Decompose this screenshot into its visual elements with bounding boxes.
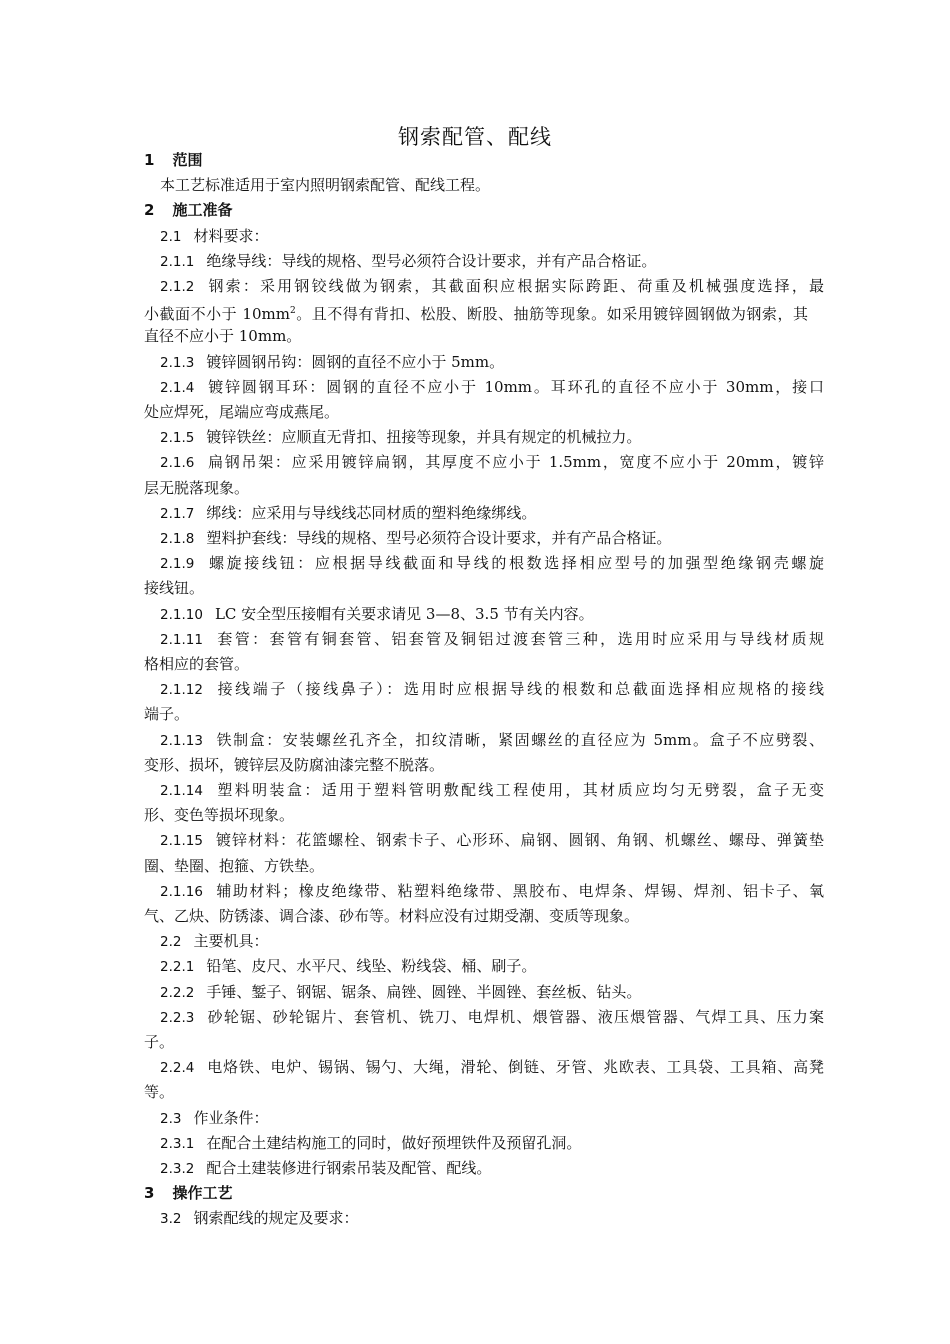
line-text: 镀锌圆钢吊钩：圆钢的直径不应小于 5mm。 [206,352,505,371]
text-line [144,1106,824,1132]
line-text: 等。 [144,1083,175,1102]
section-number: 2.3.2 [160,1161,195,1177]
text-line [144,1156,824,1182]
line-text: 镀锌圆钢耳环：圆钢的直径不应小于 10mm。耳环孔的直径不应小于 30mm，接口 [206,377,824,396]
text-line [144,879,824,905]
section-number: 2.1.9 [160,556,195,573]
text-line [144,904,808,929]
section-number: 2.2.4 [160,1060,195,1077]
line-text: 钢索：采用钢铰线做为钢索，其截面积应根据实际跨距、荷重及机械强度选择，最 [206,277,824,295]
text-line [144,1206,824,1232]
text-line [144,450,824,476]
text-line [144,274,824,300]
line-text: 绝缘导线：导线的规格、型号必须符合设计要求，并有产品合格证。 [206,251,657,270]
text-line [144,954,824,980]
text-line [144,173,824,198]
line-text: 施工准备 [172,201,233,220]
section-number: 2.3 [160,1110,182,1127]
line-text: 气、乙炔、防锈漆、调合漆、砂布等。材料应没有过期受潮、变质等现象。 [144,907,640,925]
line-text: 接线端子（接线鼻子）：选用时应根据导线的根数和总截面选择相应规格的接线 [214,680,824,699]
line-text: 小截面不小于 10mm [144,305,290,324]
line-text: 变形、损坏，镀锌层及防腐油漆完整不脱落。 [144,755,445,774]
text-line [144,803,808,828]
line-text: 手锤、錾子、钢锯、锯条、扁锉、圆锉、半圆锉、套丝板、钻头。 [206,982,642,1001]
section-number: 2.1.15 [160,833,203,850]
text-line [144,425,824,451]
line-text: 层无脱落现象。 [144,478,250,497]
text-line [144,753,808,778]
section-number: 2.1.7 [160,505,195,522]
text-line [144,602,824,628]
text-line [144,476,808,501]
section-number: 2.1.11 [160,631,203,648]
line-text: 塑料护套线：导线的规格、型号必须符合设计要求，并有产品合格证。 [206,529,672,547]
line-text: 镀锌铁丝：应顺直无背扣、扭接等现象，并具有规定的机械拉力。 [206,428,642,447]
section-number: 2.2.3 [160,1009,195,1026]
text-line [144,702,808,727]
text-line [144,375,824,401]
section-number: 2.1.8 [160,531,195,547]
line-text: 操作工艺 [172,1184,233,1203]
line-text: 砂轮锯、砂轮锯片、套管机、铣刀、电焊机、煨管器、液压煨管器、气焊工具、压力案 [206,1007,824,1026]
text-line [144,677,824,703]
text-line [144,1080,808,1105]
line-text: 铁制盒：安装螺丝孔齐全，扣纹清晰，紧固螺丝的直径应为 5mm。盒子不应劈裂、 [214,730,824,749]
text-line [144,576,808,601]
line-text: 格相应的套管。 [144,655,250,673]
section-number: 2.2.1 [160,959,195,976]
document-title: 钢索配管、配线 [398,125,552,149]
text-line [144,854,808,879]
line-text: 直径不应小于 10mm。 [144,327,302,346]
line-text: 套管：套管有铜套管、铝套管及铜铝过渡套管三种，选用时应采用与导线材质规 [214,629,824,648]
section-number: 2.1.3 [160,354,195,371]
section-number: 2.1.12 [160,682,203,699]
line-text: 材料要求： [193,226,269,245]
text-line [144,551,824,577]
line-text: 主要机具： [193,932,269,951]
text-line [144,501,824,527]
text-line [144,929,824,955]
section-number: 1 [144,151,155,169]
line-text: 接线钮。 [144,579,205,598]
text-line [144,778,824,804]
line-text: 铅笔、皮尺、水平尺、线坠、粉线袋、桶、刷子。 [206,957,537,976]
section-heading [144,198,808,223]
text-line [144,350,824,376]
section-number: 2.1.4 [160,379,195,396]
line-text: 本工艺标准适用于室内照明钢索配管、配线工程。 [160,176,491,195]
section-number: 2.1.14 [160,783,203,799]
section-number: 2.1.2 [160,279,195,295]
line-text: 圈、垫圈、抱箍、方铁垫。 [144,856,325,875]
line-text: 镀锌材料：花篮螺栓、钢索卡子、心形环、扁钢、圆钢、角钢、机螺丝、螺母、弹簧垫 [214,831,824,850]
text-line [144,652,808,677]
line-text: 作业条件： [193,1108,269,1127]
line-text: 范围 [172,151,203,169]
section-heading [144,1181,808,1206]
superscript: 2 [289,306,296,317]
line-text-tail: 。且不得有背扣、松股、断股、抽筋等现象。如采用镀锌圆钢做为钢索，其 [295,305,808,324]
line-text: 在配合土建结构施工的同时，做好预埋铁件及预留孔洞。 [206,1133,582,1152]
text-line [144,1030,808,1055]
line-text: 钢索配线的规定及要求： [193,1209,359,1228]
text-line [144,728,824,754]
text-line [144,980,824,1006]
line-text: 扁钢吊架：应采用镀锌扁钢，其厚度不应小于 1.5mm，宽度不应小于 20mm，镀锌 [206,453,824,472]
text-line [144,828,824,854]
section-number: 2.1.1 [160,253,195,270]
section-number: 2 [144,201,155,220]
line-text: 配合土建装修进行钢索吊装及配管、配线。 [206,1159,492,1177]
section-number: 2.1.13 [160,732,203,749]
line-text: 绑线：应采用与导线线芯同材质的塑料绝缘绑线。 [206,503,537,522]
line-text: 端子。 [144,705,190,724]
text-line [144,224,824,250]
text-line [144,400,808,425]
text-line [144,249,824,275]
section-number: 2.1.5 [160,430,195,447]
section-number: 2.1 [160,228,182,245]
text-line [144,1055,824,1081]
section-number: 2.2.2 [160,984,195,1001]
section-number: 2.1.10 [160,606,203,623]
line-text: 电烙铁、电炉、锡锅、锡勺、大绳，滑轮、倒链、牙管、兆欧表、工具袋、工具箱、高凳 [206,1058,824,1077]
text-line [144,526,824,552]
text-line [144,299,808,327]
text-line [144,324,808,349]
section-number: 3.2 [160,1211,182,1228]
line-text: 螺旋接线钮：应根据导线截面和导线的根数选择相应型号的加强型绝缘钢壳螺旋 [206,554,824,573]
section-number: 3 [144,1184,155,1203]
text-line [144,1131,824,1157]
line-text: LC 安全型压接帽有关要求请见 3—8、3.5 节有关内容。 [214,604,594,623]
line-text: 形、变色等损坏现象。 [144,806,295,825]
line-text: 处应焊死，尾端应弯成燕尾。 [144,403,340,421]
line-text: 子。 [144,1033,175,1051]
section-number: 2.1.16 [160,883,203,900]
section-heading [144,148,808,173]
line-text: 塑料明装盒：适用于塑料管明敷配线工程使用，其材质应均匀无劈裂，盒子无变 [214,781,824,799]
line-text: 辅助材料；橡皮绝缘带、粘塑料绝缘带、黑胶布、电焊条、焊锡、焊剂、铝卡子、氧 [214,881,824,900]
section-number: 2.3.1 [160,1135,195,1152]
section-number: 2.2 [160,934,182,951]
section-number: 2.1.6 [160,455,195,472]
text-line [144,627,824,653]
text-line [144,1005,824,1031]
